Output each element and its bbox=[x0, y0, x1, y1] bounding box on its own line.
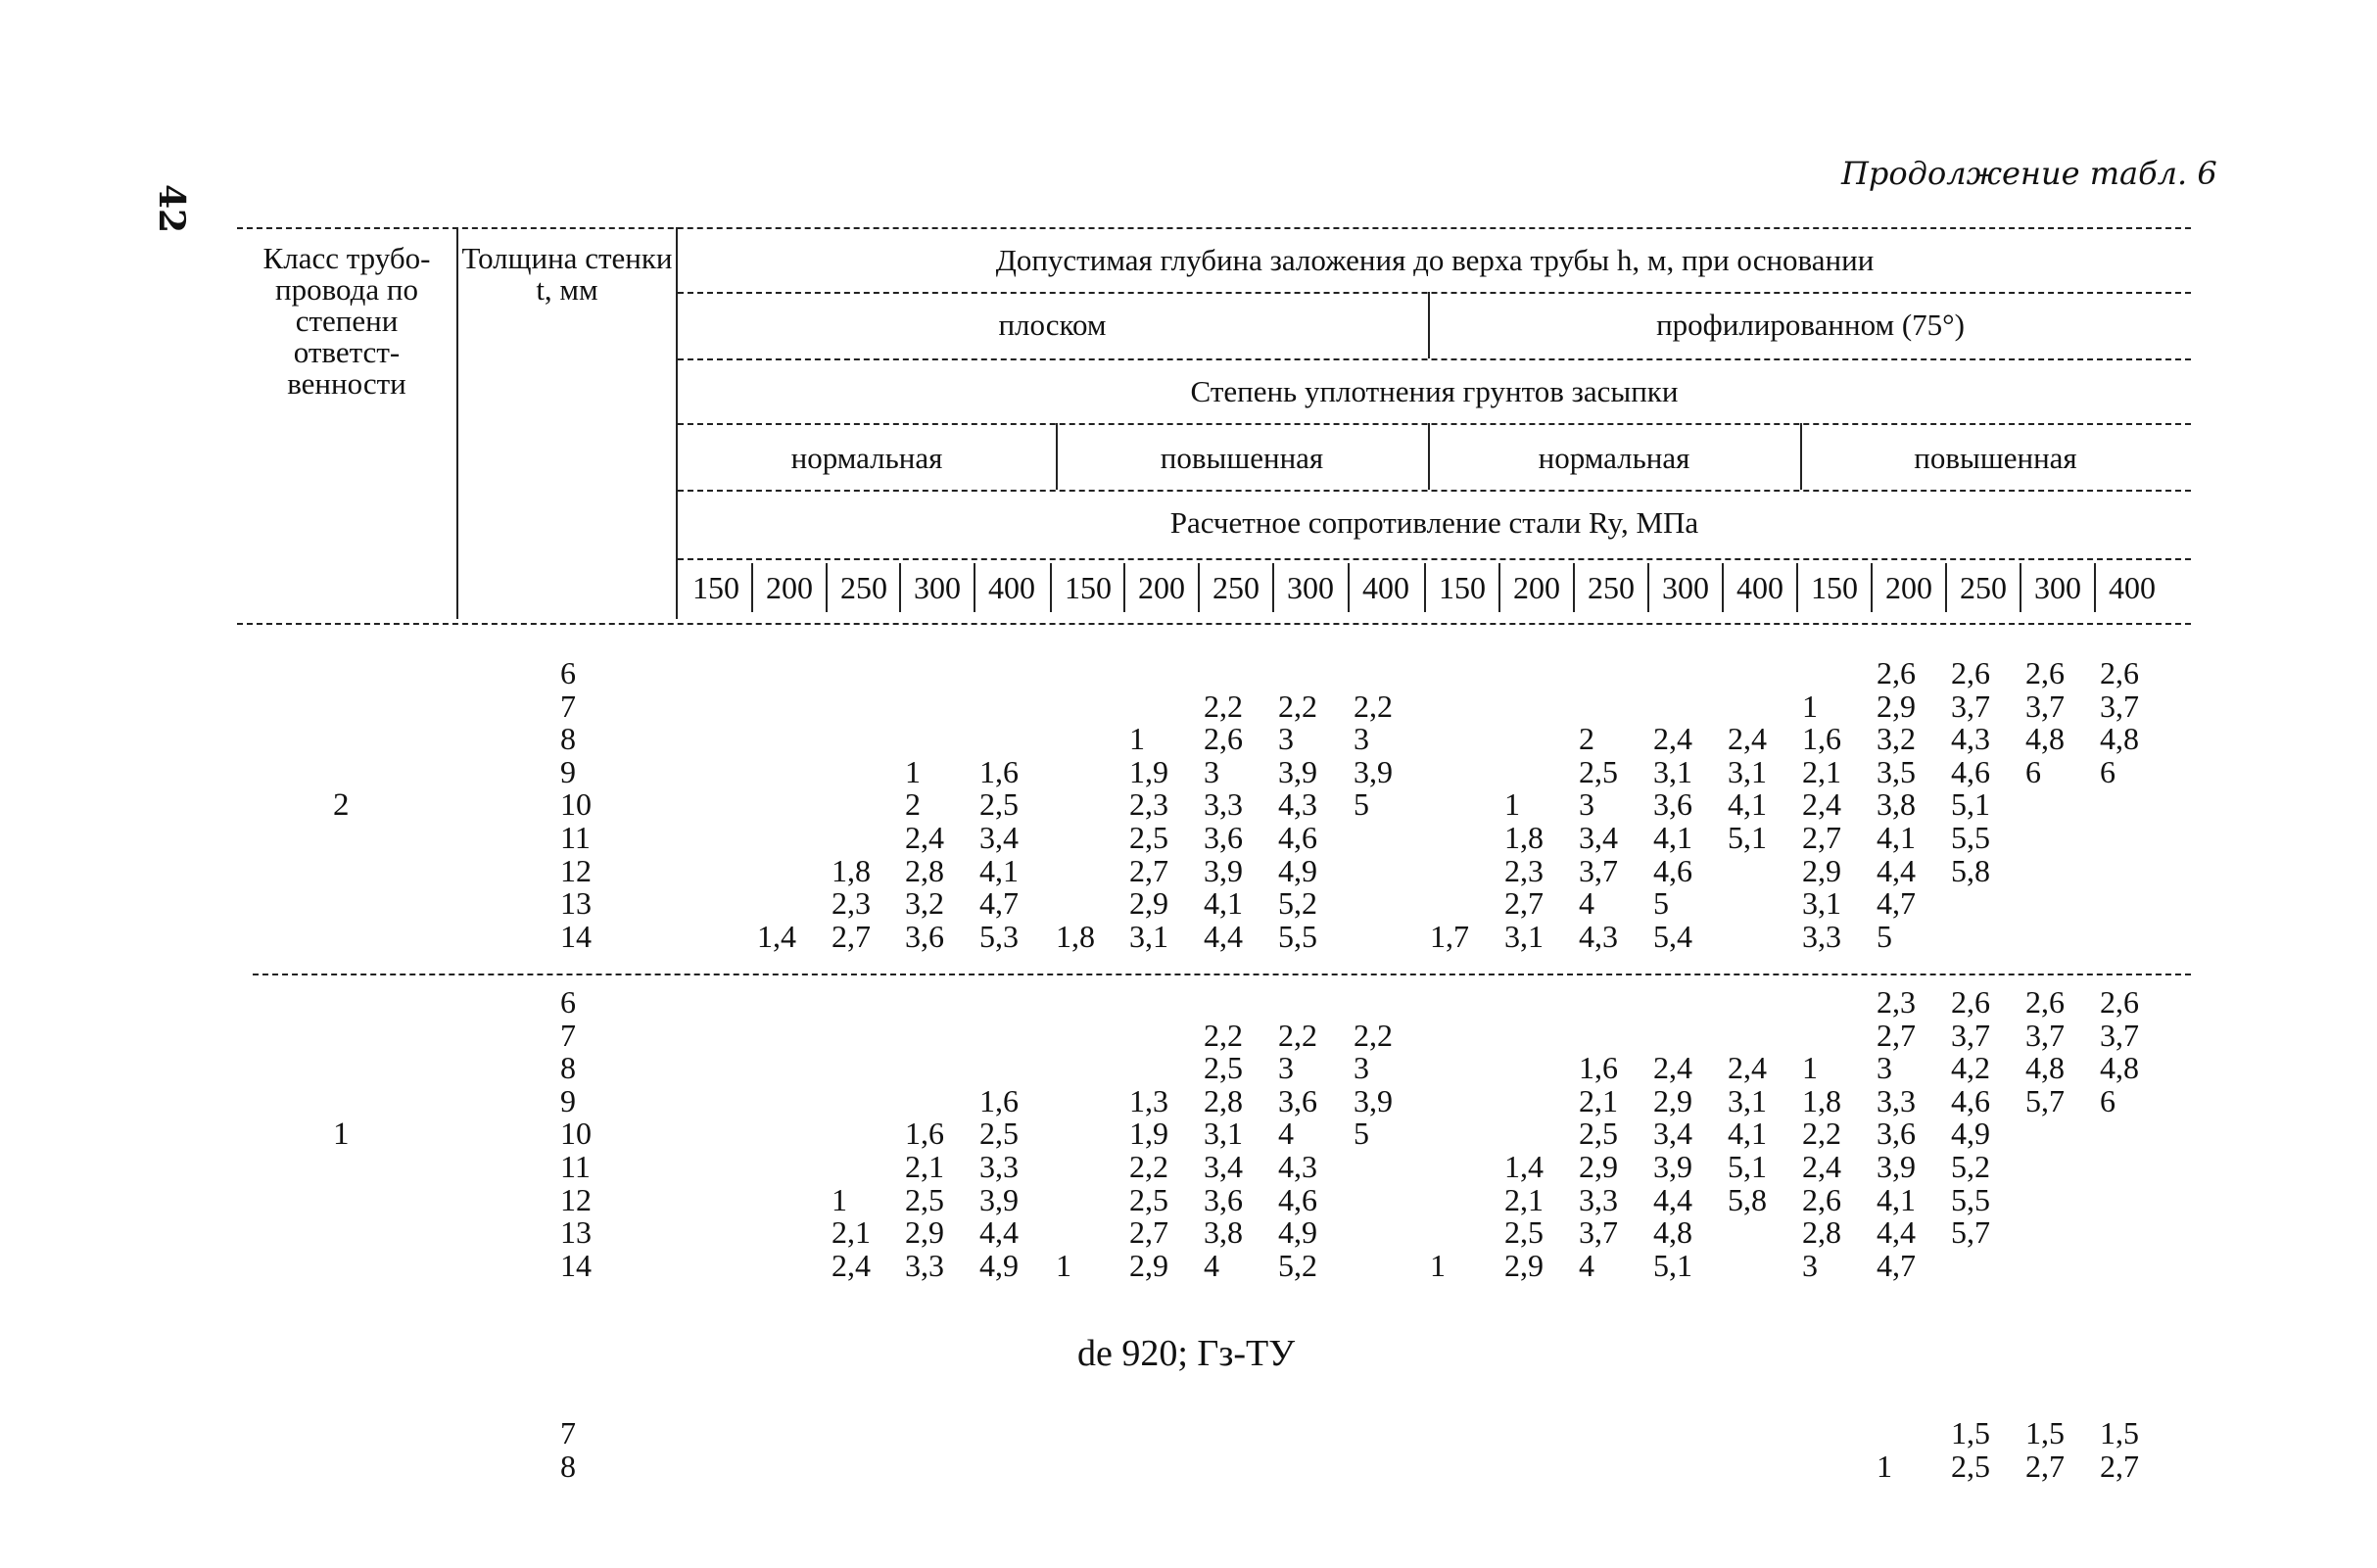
depth-value: 4,8 bbox=[2025, 1050, 2065, 1086]
depth-value: 2,5 bbox=[979, 786, 1019, 823]
depth-value: 5,8 bbox=[1951, 852, 1990, 888]
depth-value: 4,6 bbox=[1278, 820, 1317, 855]
depth-value: 3,1 bbox=[1129, 918, 1168, 954]
depth-value: 4,4 bbox=[1877, 1214, 1916, 1251]
depth-value: 3 bbox=[1278, 1050, 1294, 1086]
ry-value: 250 bbox=[1960, 570, 2007, 605]
depth-value: 1,9 bbox=[1129, 1116, 1168, 1152]
depth-value: 2,5 bbox=[1951, 1448, 1990, 1484]
depth-value: 3,3 bbox=[1204, 786, 1243, 823]
header-top-rule bbox=[237, 227, 2191, 229]
ry-divider bbox=[1647, 563, 1649, 612]
depth-value: 1 bbox=[905, 753, 921, 789]
depth-value: 2,9 bbox=[1129, 885, 1168, 922]
depth-value: 2,7 bbox=[1877, 1017, 1916, 1053]
divider-comp-1 bbox=[1056, 423, 1058, 490]
depth-value: 2,7 bbox=[1802, 820, 1841, 855]
depth-value: 1,3 bbox=[1129, 1082, 1168, 1118]
depth-value: 2 bbox=[905, 786, 921, 823]
header-class-text: Класс трубо- провода по степени ответст- венности bbox=[262, 241, 431, 401]
depth-value: 3,2 bbox=[1877, 721, 1916, 757]
depth-value: 2,6 bbox=[2100, 655, 2139, 690]
depth-value: 1 bbox=[1129, 721, 1145, 757]
depth-value: 2,2 bbox=[1354, 1017, 1393, 1053]
depth-value: 3,7 bbox=[2100, 1017, 2139, 1053]
depth-value: 3,6 bbox=[1204, 1181, 1243, 1217]
depth-value: 3,7 bbox=[2025, 688, 2065, 724]
depth-value: 2,2 bbox=[1129, 1149, 1168, 1184]
depth-value: 4,1 bbox=[1728, 1116, 1767, 1152]
depth-value: 3,2 bbox=[905, 885, 944, 922]
depth-value: 1,4 bbox=[1504, 1149, 1544, 1184]
depth-value: 2 bbox=[1579, 721, 1594, 757]
depth-value: 2,7 bbox=[832, 918, 871, 954]
ry-divider bbox=[1424, 563, 1426, 612]
depth-value: 4,9 bbox=[1278, 1214, 1317, 1251]
depth-value: 1,5 bbox=[2025, 1415, 2065, 1450]
depth-value: 5 bbox=[1354, 1116, 1369, 1152]
depth-value: 2,9 bbox=[1802, 852, 1841, 888]
depth-value: 3 bbox=[1579, 786, 1594, 823]
depth-value: 3 bbox=[1204, 753, 1219, 789]
depth-value: 3,9 bbox=[1354, 753, 1393, 789]
depth-value: 2,9 bbox=[1129, 1247, 1168, 1283]
depth-value: 2,9 bbox=[1653, 1082, 1692, 1118]
thickness-value: 7 bbox=[560, 688, 576, 724]
depth-value: 2,9 bbox=[905, 1214, 944, 1251]
depth-value: 3,6 bbox=[1204, 820, 1243, 855]
depth-value: 4,9 bbox=[1278, 852, 1317, 888]
depth-value: 5,5 bbox=[1951, 1181, 1990, 1217]
depth-value: 1,6 bbox=[1802, 721, 1841, 757]
depth-value: 3,3 bbox=[1877, 1082, 1916, 1118]
depth-value: 2,8 bbox=[905, 852, 944, 888]
depth-value: 3,4 bbox=[979, 820, 1019, 855]
depth-value: 1,5 bbox=[1951, 1415, 1990, 1450]
depth-value: 4 bbox=[1579, 885, 1594, 922]
depth-value: 4,4 bbox=[1877, 852, 1916, 888]
depth-value: 4,2 bbox=[1951, 1050, 1990, 1086]
header-divider-class bbox=[456, 227, 458, 619]
depth-value: 2,6 bbox=[1204, 721, 1243, 757]
header-compaction-3: нормальная bbox=[1538, 441, 1690, 475]
depth-value: 1,8 bbox=[832, 852, 871, 888]
depth-value: 2,1 bbox=[905, 1149, 944, 1184]
ry-value: 200 bbox=[1885, 570, 1932, 605]
ry-value: 250 bbox=[840, 570, 887, 605]
thickness-value: 11 bbox=[560, 1149, 591, 1184]
depth-value: 2,2 bbox=[1354, 688, 1393, 724]
depth-value: 3,4 bbox=[1653, 1116, 1692, 1152]
thickness-value: 11 bbox=[560, 820, 591, 855]
depth-value: 2,3 bbox=[1877, 984, 1916, 1020]
table-continuation-caption: Продолжение табл. 6 bbox=[1841, 155, 2217, 192]
thickness-value: 14 bbox=[560, 918, 592, 954]
ry-value: 300 bbox=[914, 570, 961, 605]
depth-value: 5,2 bbox=[1278, 885, 1317, 922]
depth-value: 2,6 bbox=[1877, 655, 1916, 690]
ry-value: 400 bbox=[1736, 570, 1783, 605]
ry-divider bbox=[1573, 563, 1575, 612]
depth-value: 2,6 bbox=[1802, 1181, 1841, 1217]
ry-value: 150 bbox=[1439, 570, 1486, 605]
page-number: 42 bbox=[151, 183, 193, 234]
ry-divider bbox=[974, 563, 975, 612]
depth-value: 3,1 bbox=[1504, 918, 1544, 954]
depth-value: 2,1 bbox=[1579, 1082, 1618, 1118]
ry-value: 150 bbox=[1811, 570, 1858, 605]
ry-value: 300 bbox=[1287, 570, 1334, 605]
depth-value: 4,8 bbox=[2025, 721, 2065, 757]
depth-value: 5,8 bbox=[1728, 1181, 1767, 1217]
depth-value: 4,4 bbox=[1653, 1181, 1692, 1217]
depth-value: 6 bbox=[2025, 753, 2041, 789]
header-thickness bbox=[460, 243, 674, 306]
depth-value: 4 bbox=[1579, 1247, 1594, 1283]
ry-value: 150 bbox=[1065, 570, 1112, 605]
header-resistance-title: Расчетное сопротивление стали Ry, МПа bbox=[1169, 505, 1699, 540]
depth-value: 2,1 bbox=[1802, 753, 1841, 789]
ry-value: 250 bbox=[1588, 570, 1635, 605]
depth-value: 4,4 bbox=[1204, 918, 1243, 954]
depth-value: 5,1 bbox=[1728, 820, 1767, 855]
depth-value: 3,1 bbox=[1728, 753, 1767, 789]
depth-value: 2,5 bbox=[1129, 1181, 1168, 1217]
depth-value: 3,9 bbox=[979, 1181, 1019, 1217]
depth-value: 2,5 bbox=[1204, 1050, 1243, 1086]
depth-value: 3,5 bbox=[1877, 753, 1916, 789]
thickness-value: 9 bbox=[560, 1082, 576, 1118]
rule-4 bbox=[678, 490, 2191, 492]
thickness-value: 6 bbox=[560, 984, 576, 1020]
depth-value: 4,3 bbox=[1278, 786, 1317, 823]
depth-value: 2,6 bbox=[2025, 655, 2065, 690]
depth-value: 2,5 bbox=[1504, 1214, 1544, 1251]
depth-value: 4,3 bbox=[1278, 1149, 1317, 1184]
depth-value: 3,7 bbox=[2100, 688, 2139, 724]
depth-value: 5,7 bbox=[1951, 1214, 1990, 1251]
depth-value: 3,1 bbox=[1802, 885, 1841, 922]
thickness-value: 10 bbox=[560, 786, 592, 823]
depth-value: 2,2 bbox=[1278, 1017, 1317, 1053]
depth-value: 2,6 bbox=[2100, 984, 2139, 1020]
depth-value: 2,4 bbox=[1802, 1149, 1841, 1184]
header-compaction-title: Степень уплотнения грунтов засыпки bbox=[1190, 374, 1679, 408]
ry-value: 400 bbox=[2109, 570, 2156, 605]
depth-value: 2,4 bbox=[905, 820, 944, 855]
depth-value: 4,1 bbox=[1877, 820, 1916, 855]
depth-value: 1,9 bbox=[1129, 753, 1168, 789]
depth-value: 4,8 bbox=[2100, 1050, 2139, 1086]
depth-value: 4,1 bbox=[1653, 820, 1692, 855]
ry-value: 400 bbox=[988, 570, 1035, 605]
ry-value: 300 bbox=[1662, 570, 1709, 605]
ry-value: 200 bbox=[766, 570, 813, 605]
depth-value: 1,6 bbox=[905, 1116, 944, 1152]
depth-value: 2,5 bbox=[1579, 1116, 1618, 1152]
depth-value: 3,1 bbox=[1728, 1082, 1767, 1118]
depth-value: 5 bbox=[1653, 885, 1669, 922]
depth-value: 4,1 bbox=[979, 852, 1019, 888]
depth-value: 2,4 bbox=[1728, 1050, 1767, 1086]
depth-value: 2,4 bbox=[832, 1247, 871, 1283]
depth-value: 1,8 bbox=[1802, 1082, 1841, 1118]
depth-value: 3,7 bbox=[1951, 1017, 1990, 1053]
depth-value: 3,3 bbox=[1579, 1181, 1618, 1217]
ry-divider bbox=[2020, 563, 2021, 612]
thickness-value: 10 bbox=[560, 1116, 592, 1152]
thickness-value: 6 bbox=[560, 655, 576, 690]
depth-value: 5,1 bbox=[1728, 1149, 1767, 1184]
depth-value: 4,7 bbox=[979, 885, 1019, 922]
ry-divider bbox=[1050, 563, 1052, 612]
depth-value: 4,9 bbox=[1951, 1116, 1990, 1152]
depth-value: 3,7 bbox=[1579, 852, 1618, 888]
ry-divider bbox=[899, 563, 901, 612]
depth-value: 6 bbox=[2100, 753, 2116, 789]
header-compaction-2: повышенная bbox=[1160, 441, 1324, 475]
divider-base bbox=[1428, 292, 1430, 358]
depth-value: 2,7 bbox=[2025, 1448, 2065, 1484]
depth-value: 2,8 bbox=[1204, 1082, 1243, 1118]
depth-value: 4,7 bbox=[1877, 1247, 1916, 1283]
depth-value: 2,4 bbox=[1653, 1050, 1692, 1086]
depth-value: 3,7 bbox=[1951, 688, 1990, 724]
depth-value: 2,2 bbox=[1802, 1116, 1841, 1152]
header-base-profiled: профилированном (75°) bbox=[1656, 308, 1965, 342]
depth-value: 3,9 bbox=[1354, 1082, 1393, 1118]
depth-value: 3,6 bbox=[1278, 1082, 1317, 1118]
depth-value: 2,2 bbox=[1278, 688, 1317, 724]
depth-value: 5,5 bbox=[1278, 918, 1317, 954]
depth-value: 5,4 bbox=[1653, 918, 1692, 954]
depth-value: 3,6 bbox=[905, 918, 944, 954]
header-compaction-4: повышенная bbox=[1914, 441, 2077, 475]
depth-value: 3,9 bbox=[1877, 1149, 1916, 1184]
depth-value: 3,3 bbox=[905, 1247, 944, 1283]
depth-value: 1,6 bbox=[979, 753, 1019, 789]
depth-value: 2,4 bbox=[1728, 721, 1767, 757]
depth-value: 2,2 bbox=[1204, 688, 1243, 724]
depth-value: 3,7 bbox=[1579, 1214, 1618, 1251]
depth-value: 3,1 bbox=[1204, 1116, 1243, 1152]
ry-divider bbox=[1796, 563, 1798, 612]
depth-value: 3,6 bbox=[1653, 786, 1692, 823]
ry-divider bbox=[826, 563, 828, 612]
depth-value: 4,6 bbox=[1278, 1181, 1317, 1217]
ry-value: 200 bbox=[1138, 570, 1185, 605]
ry-value: 200 bbox=[1513, 570, 1560, 605]
depth-value: 4 bbox=[1278, 1116, 1294, 1152]
depth-value: 1 bbox=[1802, 688, 1818, 724]
thickness-value: 13 bbox=[560, 885, 592, 922]
ry-divider bbox=[1272, 563, 1274, 612]
rule-1 bbox=[678, 292, 2191, 294]
thickness-value: 14 bbox=[560, 1247, 592, 1283]
depth-value: 3,3 bbox=[1802, 918, 1841, 954]
thickness-value: 13 bbox=[560, 1214, 592, 1251]
depth-value: 3 bbox=[1278, 721, 1294, 757]
depth-value: 4,1 bbox=[1204, 885, 1243, 922]
depth-value: 2,3 bbox=[1504, 852, 1544, 888]
depth-value: 1 bbox=[1056, 1247, 1071, 1283]
ry-divider bbox=[1198, 563, 1200, 612]
depth-value: 2,7 bbox=[1504, 885, 1544, 922]
depth-value: 2,6 bbox=[2025, 984, 2065, 1020]
depth-value: 3,9 bbox=[1653, 1149, 1692, 1184]
depth-value: 3,9 bbox=[1204, 852, 1243, 888]
class-value: 2 bbox=[333, 787, 350, 824]
depth-value: 2,7 bbox=[1129, 852, 1168, 888]
depth-value: 2,9 bbox=[1579, 1149, 1618, 1184]
depth-value: 2,9 bbox=[1877, 688, 1916, 724]
depth-value: 2,9 bbox=[1504, 1247, 1544, 1283]
header-thickness-text: Толщина стенки t, мм bbox=[461, 241, 673, 307]
depth-value: 1,6 bbox=[1579, 1050, 1618, 1086]
divider-comp-3 bbox=[1800, 423, 1802, 490]
depth-value: 4,8 bbox=[2100, 721, 2139, 757]
ry-divider bbox=[1871, 563, 1873, 612]
depth-value: 4,3 bbox=[1579, 918, 1618, 954]
ry-divider bbox=[1123, 563, 1125, 612]
depth-value: 3 bbox=[1354, 721, 1369, 757]
thickness-value: 12 bbox=[560, 852, 592, 888]
header-compaction-1: нормальная bbox=[790, 441, 943, 475]
thickness-value: 12 bbox=[560, 1181, 592, 1217]
header-class bbox=[240, 243, 453, 400]
depth-value: 5,1 bbox=[1951, 786, 1990, 823]
depth-value: 2,6 bbox=[1951, 984, 1990, 1020]
depth-value: 5,2 bbox=[1278, 1247, 1317, 1283]
depth-value: 3,8 bbox=[1204, 1214, 1243, 1251]
depth-value: 5 bbox=[1354, 786, 1369, 823]
depth-value: 5,7 bbox=[2025, 1082, 2065, 1118]
depth-value: 1 bbox=[1430, 1247, 1446, 1283]
ry-divider bbox=[1498, 563, 1500, 612]
depth-value: 3 bbox=[1877, 1050, 1892, 1086]
depth-value: 3,4 bbox=[1579, 820, 1618, 855]
depth-value: 3,6 bbox=[1877, 1116, 1916, 1152]
rule-2 bbox=[678, 358, 2191, 360]
depth-value: 4,6 bbox=[1951, 753, 1990, 789]
depth-value: 5 bbox=[1877, 918, 1892, 954]
header-base-flat: плоском bbox=[998, 308, 1107, 342]
depth-value: 4,1 bbox=[1877, 1181, 1916, 1217]
depth-value: 2,8 bbox=[1802, 1214, 1841, 1251]
depth-value: 2,1 bbox=[1504, 1181, 1544, 1217]
depth-value: 4,3 bbox=[1951, 721, 1990, 757]
depth-value: 4,9 bbox=[979, 1247, 1019, 1283]
depth-value: 3,7 bbox=[2025, 1017, 2065, 1053]
depth-value: 4,1 bbox=[1728, 786, 1767, 823]
ry-divider bbox=[751, 563, 753, 612]
depth-value: 1,8 bbox=[1056, 918, 1095, 954]
depth-value: 6 bbox=[2100, 1082, 2116, 1118]
rule-5 bbox=[678, 558, 2191, 560]
thickness-value: 7 bbox=[560, 1415, 576, 1450]
ry-value: 300 bbox=[2034, 570, 2081, 605]
depth-value: 5,3 bbox=[979, 918, 1019, 954]
depth-value: 4,6 bbox=[1653, 852, 1692, 888]
depth-value: 2,2 bbox=[1204, 1017, 1243, 1053]
depth-value: 5,1 bbox=[1653, 1247, 1692, 1283]
depth-value: 2,5 bbox=[1579, 753, 1618, 789]
depth-value: 3 bbox=[1802, 1247, 1818, 1283]
depth-value: 2,7 bbox=[1129, 1214, 1168, 1251]
depth-value: 1,5 bbox=[2100, 1415, 2139, 1450]
depth-value: 2,4 bbox=[1802, 786, 1841, 823]
thickness-value: 8 bbox=[560, 1448, 576, 1484]
class-value: 1 bbox=[333, 1117, 350, 1153]
depth-value: 2,3 bbox=[832, 885, 871, 922]
ry-value: 400 bbox=[1362, 570, 1409, 605]
depth-value: 5,5 bbox=[1951, 820, 1990, 855]
ry-divider bbox=[1722, 563, 1724, 612]
ry-value: 150 bbox=[692, 570, 739, 605]
depth-value: 5,2 bbox=[1951, 1149, 1990, 1184]
ry-divider bbox=[2094, 563, 2096, 612]
depth-value: 3,1 bbox=[1653, 753, 1692, 789]
depth-value: 2,5 bbox=[1129, 820, 1168, 855]
ry-divider bbox=[1945, 563, 1947, 612]
depth-value: 1 bbox=[1802, 1050, 1818, 1086]
ry-value: 250 bbox=[1212, 570, 1260, 605]
ry-divider bbox=[1348, 563, 1350, 612]
depth-value: 4,8 bbox=[1653, 1214, 1692, 1251]
depth-value: 2,3 bbox=[1129, 786, 1168, 823]
depth-value: 3,9 bbox=[1278, 753, 1317, 789]
depth-value: 2,7 bbox=[2100, 1448, 2139, 1484]
group-separator-rule bbox=[253, 974, 2191, 975]
divider-comp-2 bbox=[1428, 423, 1430, 490]
depth-value: 2,1 bbox=[832, 1214, 871, 1251]
depth-value: 4,6 bbox=[1951, 1082, 1990, 1118]
header-depth-title: Допустимая глубина заложения до верха трубы h, м, при основании bbox=[995, 243, 1875, 277]
depth-value: 4 bbox=[1204, 1247, 1219, 1283]
depth-value: 3,4 bbox=[1204, 1149, 1243, 1184]
thickness-value: 8 bbox=[560, 1050, 576, 1086]
thickness-value: 9 bbox=[560, 753, 576, 789]
depth-value: 2,5 bbox=[979, 1116, 1019, 1152]
thickness-value: 8 bbox=[560, 721, 576, 757]
table-subheading: de 920; Гз-ТУ bbox=[1077, 1333, 1296, 1374]
depth-value: 1,6 bbox=[979, 1082, 1019, 1118]
depth-value: 2,4 bbox=[1653, 721, 1692, 757]
depth-value: 1 bbox=[1504, 786, 1520, 823]
depth-value: 3,8 bbox=[1877, 786, 1916, 823]
depth-value: 1,4 bbox=[757, 918, 796, 954]
header-bottom-rule bbox=[237, 623, 2191, 625]
depth-value: 4,7 bbox=[1877, 885, 1916, 922]
rule-3 bbox=[678, 423, 2191, 425]
depth-value: 1 bbox=[832, 1181, 847, 1217]
depth-value: 3,3 bbox=[979, 1149, 1019, 1184]
depth-value: 1 bbox=[1877, 1448, 1892, 1484]
depth-value: 2,6 bbox=[1951, 655, 1990, 690]
depth-value: 2,5 bbox=[905, 1181, 944, 1217]
depth-value: 1,8 bbox=[1504, 820, 1544, 855]
depth-value: 1,7 bbox=[1430, 918, 1469, 954]
depth-value: 3 bbox=[1354, 1050, 1369, 1086]
depth-value: 4,4 bbox=[979, 1214, 1019, 1251]
thickness-value: 7 bbox=[560, 1017, 576, 1053]
